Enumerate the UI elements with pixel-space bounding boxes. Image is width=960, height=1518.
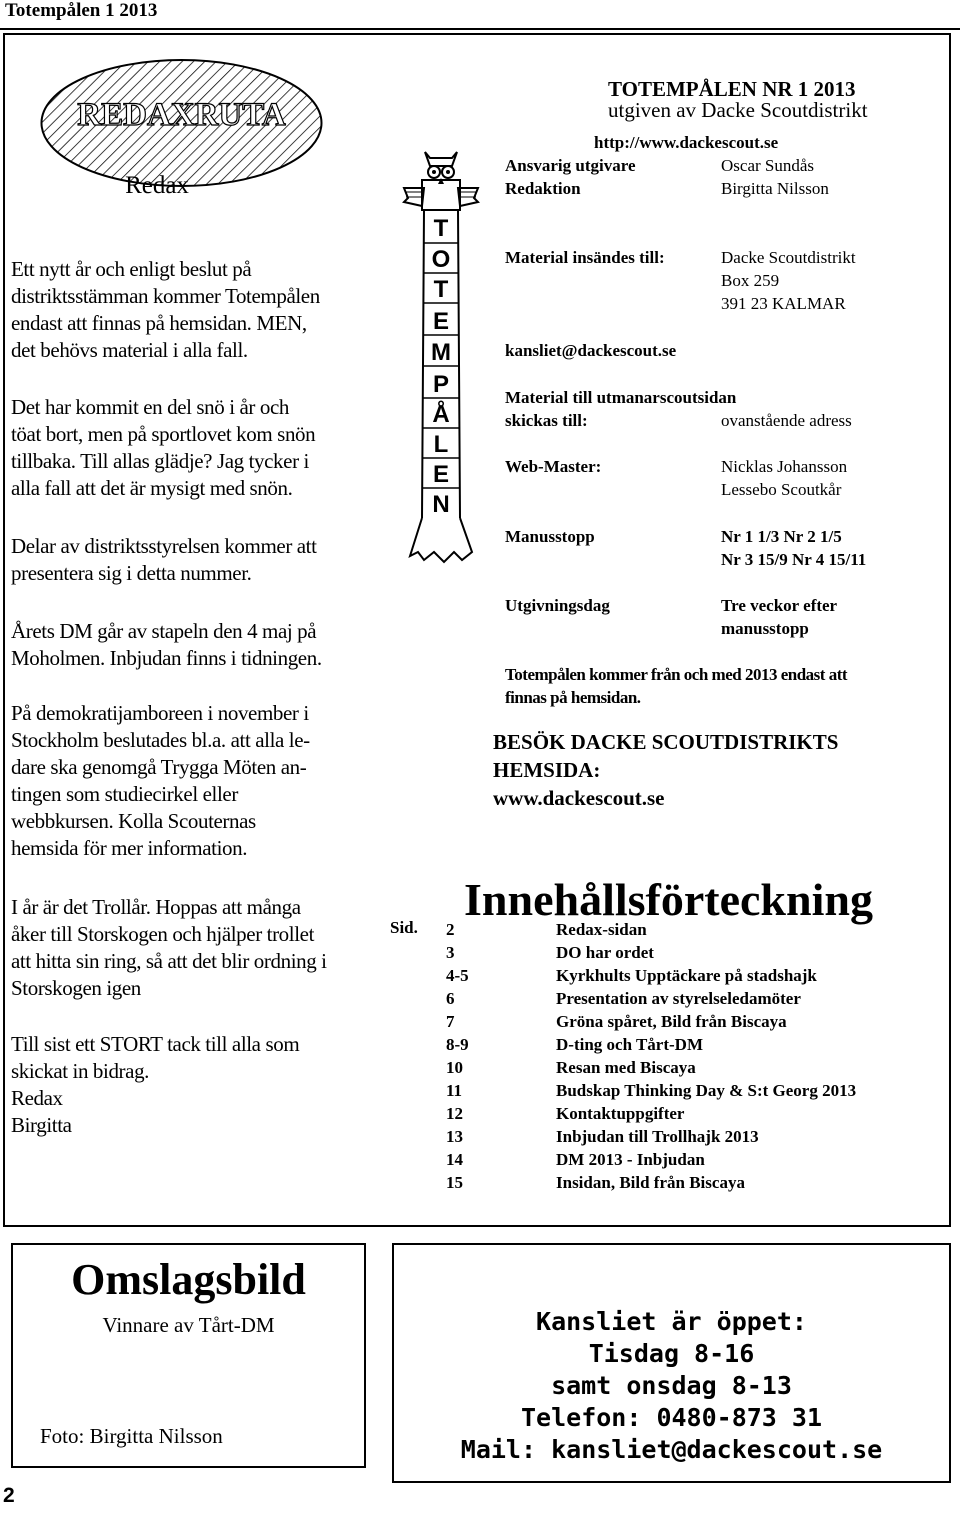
text-line: Stockholm beslutades bl.a. att alla le- [11, 728, 310, 752]
toc-page-number: 7 [446, 1012, 455, 1031]
text-line: åker till Storskogen och hjälper trollet [11, 922, 314, 946]
utmanar-label-1: Material till utmanarscoutsidan [505, 388, 737, 407]
text-line: hemsida för mer information. [11, 836, 248, 860]
page-number: 2 [3, 1484, 15, 1507]
office-hours-line: Telefon: 0480-873 31 [520, 1403, 823, 1432]
text-line: Till sist ett STORT tack till alla som [11, 1032, 300, 1056]
redax-paragraph-4 [11, 618, 371, 672]
visit-line-1: BESÖK DACKE SCOUTDISTRIKTS [493, 730, 839, 754]
toc-page-number: 6 [446, 989, 455, 1008]
toc-page-number: 2 [446, 920, 455, 939]
text-line: Det har kommit en del snö i år och [11, 395, 289, 419]
toc-page-number: 8-9 [446, 1035, 469, 1054]
text-line: Birgitta [11, 1113, 72, 1137]
ansvarig-label: Ansvarig utgivare [505, 156, 636, 175]
toc-page-number: 14 [446, 1150, 463, 1169]
toc-entry[interactable]: D-ting och Tårt-DM [556, 1035, 703, 1054]
page-header-title: Totempålen 1 2013 [5, 0, 158, 21]
text-line: Moholmen. Inbjudan finns i tidningen. [11, 646, 322, 670]
web-only-note-2: finnas på hemsidan. [505, 688, 641, 707]
totem-pole-illustration [400, 148, 482, 568]
office-hours-email[interactable]: Mail: kansliet@dackescout.se [460, 1435, 883, 1464]
text-line: presentera sig i detta nummer. [11, 561, 252, 585]
office-hours-line: Kansliet är öppet: [536, 1307, 807, 1336]
text-line: Redax [11, 1086, 63, 1110]
webmaster-label: Web-Master: [505, 457, 602, 476]
office-hours-line: samt onsdag 8-13 [551, 1371, 792, 1400]
totem-letter: L [433, 431, 449, 458]
cover-photo-credit: Foto: Birgitta Nilsson [40, 1424, 223, 1448]
redax-paragraph-5 [11, 700, 371, 862]
text-line: skickat in bidrag. [11, 1059, 150, 1083]
redax-paragraph-7 [11, 1031, 371, 1139]
redaxruta-title: REDAXRUTA [77, 97, 286, 133]
toc-entry[interactable]: Resan med Biscaya [556, 1058, 696, 1077]
toc-page-number: 15 [446, 1173, 463, 1192]
text-line: tillbaka. Till allas glädje? Jag tycker i [11, 449, 309, 473]
redax-paragraph-3 [11, 533, 371, 587]
text-line: distriktsstämman kommer Totempålen [11, 284, 320, 308]
toc-page-number: 10 [446, 1058, 463, 1077]
totem-letter: E [432, 308, 450, 335]
toc-entry[interactable]: Budskap Thinking Day & S:t Georg 2013 [556, 1081, 857, 1100]
totem-letter: Å [432, 401, 450, 428]
cover-title: Omslagsbild [71, 1255, 306, 1304]
toc-entry[interactable]: DO har ordet [556, 943, 654, 962]
toc-entry[interactable]: Insidan, Bild från Biscaya [556, 1173, 745, 1192]
visit-line-2: HEMSIDA: [493, 758, 601, 782]
redaktion-label: Redaktion [505, 179, 581, 198]
toc-title: Innehållsförteckning [464, 874, 873, 925]
text-line: webbkursen. Kolla Scouternas [11, 809, 256, 833]
totem-letter: T [433, 215, 449, 242]
utgivningsdag-value-1: Tre veckor efter [721, 596, 838, 615]
text-line: töat bort, men på sportlovet kom snön [11, 422, 316, 446]
visit-url[interactable]: www.dackescout.se [493, 786, 665, 810]
web-only-note-1: Totempålen kommer från och med 2013 endast att [505, 665, 848, 684]
website-url[interactable]: http://www.dackescout.se [594, 133, 779, 152]
utgivningsdag-label: Utgivningsdag [505, 596, 610, 615]
text-line: endast att finnas på hemsidan. MEN, [11, 311, 307, 335]
redax-paragraph-1 [11, 256, 371, 364]
text-line: dare ska genomgå Trygga Möten an- [11, 755, 307, 779]
cover-subtitle: Vinnare av Tårt-DM [102, 1313, 275, 1337]
toc-entry[interactable]: Gröna spåret, Bild från Biscaya [556, 1012, 787, 1031]
toc-entry[interactable]: Kontaktuppgifter [556, 1104, 685, 1123]
webmaster-name: Nicklas Johansson [721, 457, 848, 476]
utmanar-label-2: skickas till: [505, 411, 588, 430]
text-line: Delar av distriktsstyrelsen kommer att [11, 534, 317, 558]
toc-sid-label: Sid. [390, 918, 418, 937]
totem-letter: E [432, 461, 450, 488]
text-line: Storskogen igen [11, 976, 141, 1000]
toc-page-number: 3 [446, 943, 455, 962]
totem-letter: N [432, 491, 450, 518]
email-address[interactable]: kansliet@dackescout.se [505, 341, 677, 360]
webmaster-group: Lessebo Scoutkår [721, 480, 842, 499]
text-line: alla fall att det är mysigt med snön. [11, 476, 293, 500]
redax-paragraph-2 [11, 394, 371, 502]
text-line: tingen som studiecirkel eller [11, 782, 238, 806]
utgivningsdag-value-2: manusstopp [721, 619, 809, 638]
publication-subtitle: utgiven av Dacke Scoutdistrikt [608, 98, 868, 122]
totem-letter: M [431, 339, 451, 366]
material-label: Material insändes till: [505, 248, 665, 267]
address-line-2: Box 259 [721, 271, 780, 290]
text-line: På demokratijamboreen i november i [11, 701, 309, 725]
utmanar-value: ovanstående adress [721, 411, 852, 430]
redax-paragraph-6 [11, 894, 371, 1002]
ansvarig-value: Oscar Sundås [721, 156, 815, 175]
text-line: I år är det Trollår. Hoppas att många [11, 895, 301, 919]
redaktion-value: Birgitta Nilsson [721, 179, 829, 198]
toc-entry[interactable]: Redax-sidan [556, 920, 647, 939]
toc-page-number: 4-5 [446, 966, 469, 985]
toc-entry[interactable]: Presentation av styrelseledamöter [556, 989, 801, 1008]
toc-entry[interactable]: Inbjudan till Trollhajk 2013 [556, 1127, 759, 1146]
address-line-1: Dacke Scoutdistrikt [721, 248, 856, 267]
text-line: det behövs material i alla fall. [11, 338, 248, 362]
toc-page-number: 13 [446, 1127, 463, 1146]
office-hours-line: Tisdag 8-16 [588, 1339, 755, 1368]
text-line: att hitta sin ring, så att det blir ordning i [11, 949, 327, 973]
redax-subtitle: Redax [125, 172, 189, 199]
address-line-3: 391 23 KALMAR [721, 294, 846, 313]
publication-title: TOTEMPÅLEN NR 1 2013 [608, 77, 856, 101]
totem-letter: P [432, 371, 450, 398]
text-line: Årets DM går av stapeln den 4 maj på [11, 619, 317, 643]
toc-entry[interactable]: DM 2013 - Inbjudan [556, 1150, 705, 1169]
totem-letter: O [431, 246, 451, 273]
manusstopp-label: Manusstopp [505, 527, 595, 546]
totem-letter: T [433, 276, 449, 303]
manusstopp-dates-2: Nr 3 15/9 Nr 4 15/11 [721, 550, 867, 569]
header-rule [0, 28, 960, 30]
toc-page-number: 12 [446, 1104, 463, 1123]
office-hours-text [392, 1306, 951, 1466]
toc-page-number: 11 [446, 1081, 463, 1100]
toc-entry[interactable]: Kyrkhults Upptäckare på stadshajk [556, 966, 817, 985]
text-line: Ett nytt år och enligt beslut på [11, 257, 252, 281]
manusstopp-dates-1: Nr 1 1/3 Nr 2 1/5 [721, 527, 842, 546]
